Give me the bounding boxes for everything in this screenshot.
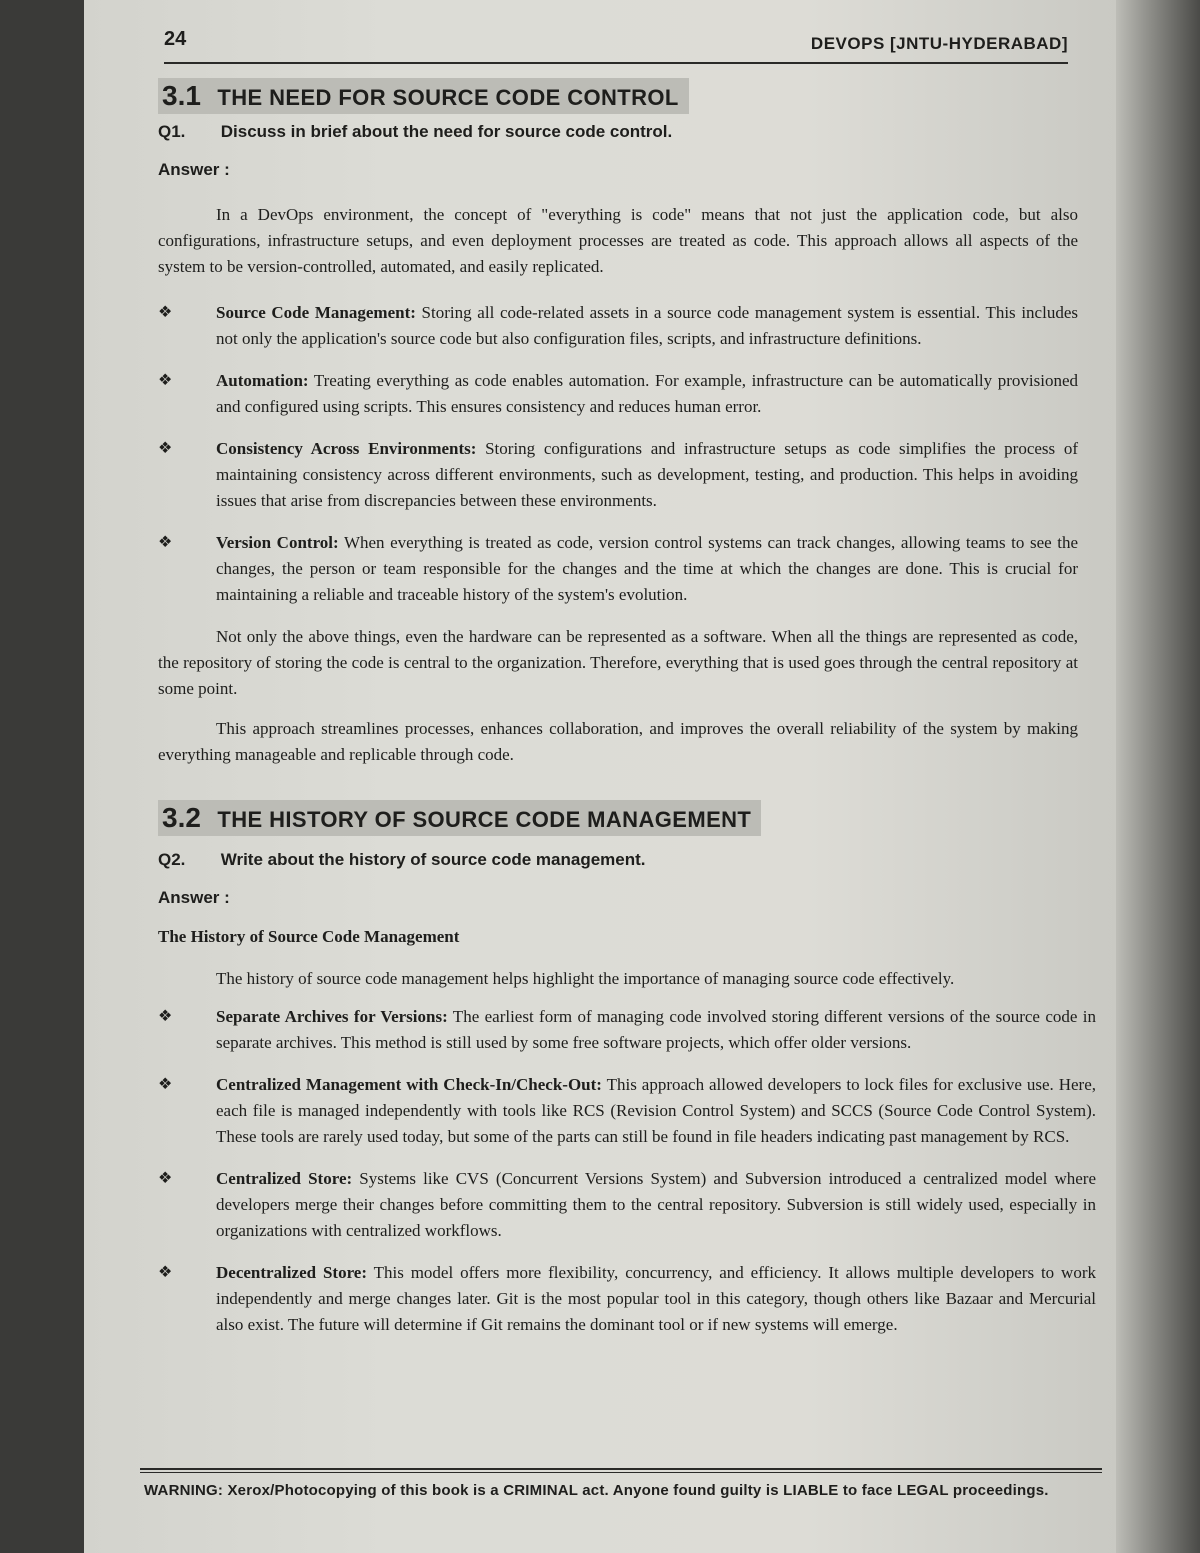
list-item (158, 1260, 1096, 1338)
bullet-lead: Version Control: (216, 533, 339, 552)
question-number: Q1. (158, 122, 186, 141)
diamond-bullet-icon: ❖ (158, 1008, 173, 1025)
bullet-text: Storing all code-related assets in a source code management system is essential. This includes not only the application's source code but also configuration files, scripts, and infrastructure definitions. (216, 303, 1078, 348)
bullet-lead: Centralized Management with Check-In/Check-Out: (216, 1075, 602, 1094)
diamond-bullet-icon: ❖ (158, 534, 173, 551)
bullet-lead: Source Code Management: (216, 303, 416, 322)
list-item (158, 1004, 1096, 1056)
list-item (158, 1072, 1096, 1150)
list-item (158, 1166, 1096, 1244)
section-title: THE NEED FOR SOURCE CODE CONTROL (217, 85, 679, 110)
bullet-text: Treating everything as code enables automation. For example, infrastructure can be automatically provisioned and configured using scripts. This ensures consistency and reduces human error. (216, 371, 1078, 416)
bullet-lead: Decentralized Store: (216, 1263, 368, 1282)
section-heading (158, 800, 761, 836)
footer-rule (140, 1472, 1102, 1473)
bullet-text: Storing configurations and infrastructure setups as code simplifies the process of maintaining consistency across different environments, such as development, testing, and production. This helps in avoiding issues that arise from discrepancies between these environments. (216, 439, 1078, 510)
list-item (158, 530, 1078, 608)
section-3-2 (158, 800, 1096, 1338)
bullet-text: The earliest form of managing code involved storing different versions of the source code in separate archives. This method is still used by some free software projects, which offer older versions. (216, 1007, 1096, 1052)
question-text: Write about the history of source code management. (220, 850, 646, 869)
book-title: DEVOPS [JNTU-HYDERABAD] (810, 34, 1068, 53)
answer-label: Answer : (158, 888, 230, 907)
header-rule (164, 62, 1068, 64)
answer-body (158, 202, 1078, 768)
section-number: 3.2 (162, 802, 201, 833)
bullet-text: Systems like CVS (Concurrent Versions System) and Subversion introduced a centralized model where developers merge their changes before committing them to the central repository. Subversion is still widely used, especially in organizations with centralized workflows. (216, 1169, 1096, 1240)
section-3-1 (158, 78, 1078, 768)
list-item (158, 300, 1078, 352)
diamond-bullet-icon: ❖ (158, 1076, 173, 1093)
answer-label: Answer : (158, 160, 230, 179)
list-item (158, 368, 1078, 420)
diamond-bullet-icon: ❖ (158, 372, 173, 389)
bullet-lead: Automation: (216, 371, 309, 390)
list-item (158, 436, 1078, 514)
bullet-lead: Centralized Store: (216, 1169, 353, 1188)
diamond-bullet-icon: ❖ (158, 1264, 173, 1281)
answer-body (158, 924, 1096, 1338)
diamond-bullet-icon: ❖ (158, 440, 173, 457)
intro-paragraph: The history of source code management helps highlight the importance of managing source code effectively. (216, 969, 955, 988)
section-number: 3.1 (162, 80, 201, 111)
question-number: Q2. (158, 850, 186, 869)
bullet-lead: Consistency Across Environments: (216, 439, 477, 458)
diamond-bullet-icon: ❖ (158, 1170, 173, 1187)
page-number: 24 (164, 28, 187, 50)
paragraph: This approach streamlines processes, enhances collaboration, and improves the overall reliability of the system by making everything manageable and replicable through code. (158, 719, 1078, 764)
question (158, 122, 1078, 142)
bullet-lead: Separate Archives for Versions: (216, 1007, 448, 1026)
adjacent-page-edge (1116, 0, 1200, 1553)
page-header (164, 28, 1068, 68)
book-page (84, 0, 1116, 1553)
question (158, 850, 1096, 870)
question-text: Discuss in brief about the need for source code control. (220, 122, 673, 141)
section-heading (158, 78, 689, 114)
bullet-text: This approach allowed developers to lock files for exclusive use. Here, each file is managed independently with tools like RCS (Revision Control System) and SCCS (Source Code Control System). These tools are rarely used today, but some of the parts can still be found in file headers indicating past management by RCS. (216, 1075, 1096, 1146)
bullet-text: When everything is treated as code, version control systems can track changes, allowing teams to see the changes, the person or team responsible for the changes and the time at which the changes are done. This is crucial for maintaining a reliable and traceable history of the system's evolution. (216, 533, 1079, 604)
section-title: THE HISTORY OF SOURCE CODE MANAGEMENT (217, 807, 752, 832)
diamond-bullet-icon: ❖ (158, 304, 173, 321)
footer-rule (140, 1468, 1102, 1470)
copyright-warning: WARNING: Xerox/Photocopying of this book is a CRIMINAL act. Anyone found guilty is LIABLE to face LEGAL proceedings. (144, 1482, 1049, 1499)
subheading: The History of Source Code Management (158, 927, 460, 946)
paragraph: Not only the above things, even the hardware can be represented as a software. When all the things are represented as code, the repository of storing the code is central to the organization. Therefore, everything that is used goes through the central repository at some point. (158, 627, 1078, 698)
bullet-text: This model offers more flexibility, concurrency, and efficiency. It allows multiple developers to work independently and merge changes later. Git is the most popular tool in this category, though others like Bazaar and Mercurial also exist. The future will determine if Git remains the dominant tool or if new systems will emerge. (216, 1263, 1096, 1334)
intro-paragraph: In a DevOps environment, the concept of "everything is code" means that not just the application code, but also configurations, infrastructure setups, and even deployment processes are treated as code. This approach allows all aspects of the system to be version-controlled, automated, and easily replicated. (158, 205, 1078, 276)
